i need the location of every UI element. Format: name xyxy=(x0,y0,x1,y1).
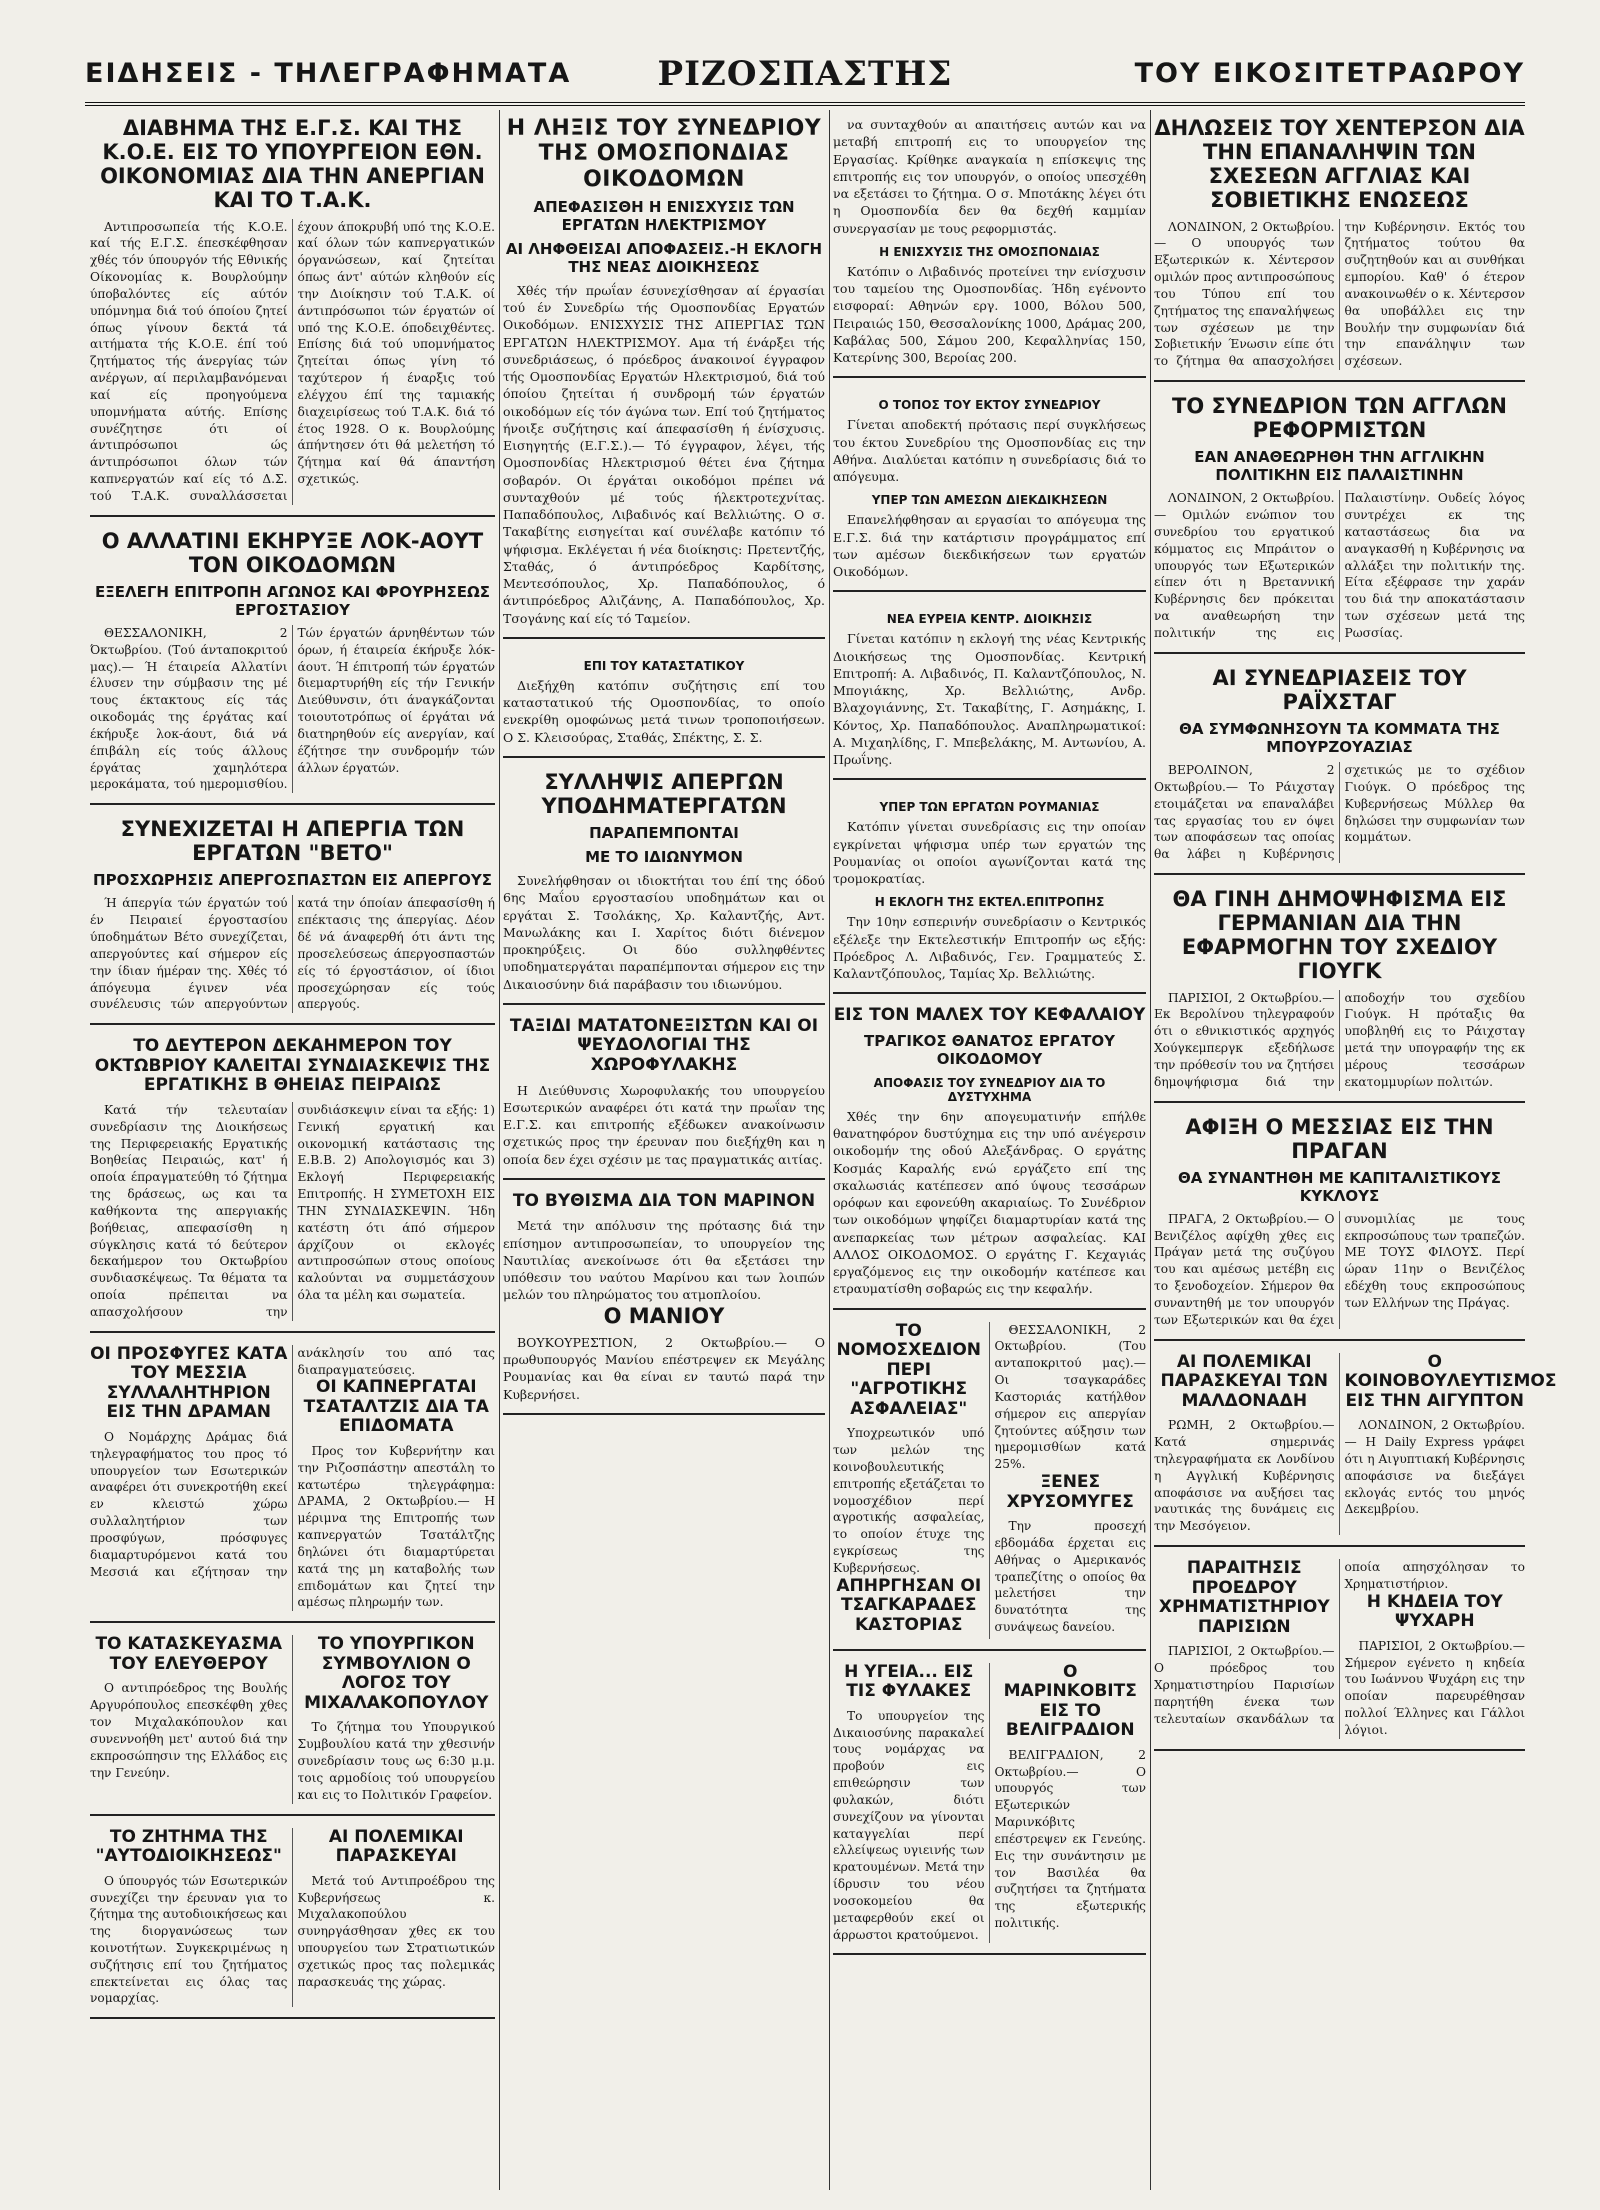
article-body: ΡΩΜΗ, 2 Οκτωβρίου.— Κατά σημερινάς τηλεγραφήματα εκ Λονδίνου η Αγγλική Κυβέρνησις αποφάσισε να αυξήσει τας ναυτικάς της δυνάμεις εις την Μεσόγειον. xyxy=(1154,1418,1335,1534)
headline: ΔΙΑΒΗΜΑ ΤΗΣ Ε.Γ.Σ. ΚΑΙ ΤΗΣ Κ.Ο.Ε. ΕΙΣ ΤΟ ΥΠΟΥΡΓΕΙΟΝ ΕΘΝ. ΟΙΚΟΝΟΜΙΑΣ ΔΙΑ ΤΗΝ ΑΝΕΡΓΙΑΝ ΚΑΙ ΤΟ Τ.Α.Κ. xyxy=(100,116,485,213)
subheadline: ΑΙ ΛΗΦΘΕΙΣΑΙ ΑΠΟΦΑΣΕΙΣ.-Η ΕΚΛΟΓΗ ΤΗΣ ΝΕΑΣ ΔΙΟΙΚΗΣΕΩΣ xyxy=(505,239,823,276)
article-body: ΠΑΡΙΣΙΟΙ, 2 Οκτωβρίου.— Σήμερον εγένετο η κηδεία του Ιωάννου Ψυχάρη εις την οποίαν παρευρέθησαν πολλοί Έλληνες και Γάλλοι λόγιοι. xyxy=(1344,1638,1525,1737)
headline: Η ΥΓΕΙΑ... ΕΙΣ ΤΙΣ ΦΥΛΑΚΕΣ xyxy=(844,1661,974,1702)
subheadline: ΠΡΟΣΧΩΡΗΣΙΣ ΑΠΕΡΓΟΣΠΑΣΤΩΝ ΕΙΣ ΑΠΕΡΓΟΥΣ xyxy=(93,871,492,890)
article-body: ΒΟΥΚΟΥΡΕΣΤΙΟΝ, 2 Οκτωβρίου.— Ο πρωθυπουργός Μανίου επέστρεψεν εκ Μεγάλης Ρουμανίας και θα είναι εν ταυτώ παρά την Κυβερνήσει. xyxy=(503,1334,825,1402)
article-ministry-visit xyxy=(90,110,495,517)
headline: ΕΙΣ ΤΟΝ ΜΑΛΕΧ ΤΟΥ ΚΕΦΑΛΑΙΟΥ xyxy=(833,1005,1146,1026)
article-body: Ο ύπουργός τών Εσωτερικών συνεχίζει την έρευναν για το ζήτημα της αυτοδιοικήσεως και της διοργανώσεως των κοινοτήτων. Συγκεκριμένως η συζήτησις επί του ζητήματος επεκτείνεται εις όλας τας νομαρχίας. xyxy=(90,1873,288,2006)
article-body: ΛΟΝΔΙΝΟΝ, 2 Οκτωβρίου.— Ο υπουργός των Εξωτερικών κ. Χέντερσον ομιλών προς αντιπροσώπους του Τύπου επί του ζητήματος της επαναλήψεως των σχέσεων με την Σοβιετικήν Ένωσιν είπε ότι το ζήτημα θα απασχολήσει την Κυβέρνησιν. Εκτός του ζητήματος τούτου θα συζητηθούν και αι συνθήκαι εμπορίου. Καθ' ό έτερον ανακοινωθέν ο κ. Χέντερσον θα υποβάλλει εις την Βουλήν την συμφωνίαν διά την επανάληψιν των σχέσεων. xyxy=(1154,219,1525,369)
headline: ΤΟ ΚΑΤΑΣΚΕΥΑΣΜΑ ΤΟΥ ΕΛΕΥΘΕΡΟΥ xyxy=(95,1634,283,1674)
article-veto-strike xyxy=(90,811,495,1025)
headline: ΑΦΙΞΗ Ο ΜΕΣΣΙΑΣ ΕΙΣ ΤΗΝ ΠΡΑΓΑΝ xyxy=(1185,1114,1494,1163)
article-body: Κατόπιν ο Λιβαδινός προτείνει την ενίσχυσιν του ταμείου της Ομοσπονδίας. Ήδη εγένοντο εισφοραί: Αθηνών εργ. 1000, Βόλου 500, Πειραιώς 150, Θεσσαλονίκης 1000, Δράμας 200, Καβάλας 500, Σάμου 200, Κεφαλληνίας 150, Κατερίνης 300, Βεροίας 200. xyxy=(833,263,1146,365)
article-body: Διεξήχθη κατόπιν συζήτησις επί του καταστατικού τής Ομοσπονδίας, το οποίο ενεκρίθη ομοφώνως μετά τινων τροποποιήσεων. Ο Σ. Κλεισούρας, Σταθάς, Σπέκτης, Σ. Σ. xyxy=(503,677,825,745)
article-body: Επανελήφθησαν αι εργασίαι το απόγευμα της Ε.Γ.Σ. διά την κατάρτισιν προγράμματος επί των αμέσων διεκδικήσεων των εργατών Οικοδόμων. xyxy=(833,512,1146,579)
subheadline: ΑΠΕΦΑΣΙΣΘΗ Η ΕΝΙΣΧΥΣΙΣ ΤΩΝ ΕΡΓΑΤΩΝ ΗΛΕΚΤΡΙΣΜΟΥ xyxy=(533,197,795,234)
article-body: Υποχρεωτικόν υπό των μελών της κοινοβουλευτικής επιτροπής εξετάζεται το νομοσχέδιον περί αγροτικής ασφαλείας, το οποίον έτυχε της εγκρίσεως της Κυβερνήσεως. xyxy=(833,1426,985,1575)
section-heading: ΥΠΕΡ ΤΩΝ ΕΡΓΑΤΩΝ ΡΟΥΜΑΝΙΑΣ xyxy=(879,800,1100,815)
article-body: Γίνεται κατόπιν η εκλογή της νέας Κεντρικής Διοικήσεως της Ομοσπονδίας. Κεντρική Επιτροπή: Α. Λιβαδινός, Π. Καλαντζόπουλος, Ν. Μπογιάκης, Χρ. Βελλιώτης, Ανδρ. Βλαχογιάννης, Στ. Τακαβίτης, Γ. Ασημάκης, Ι. Κόντος, Χρ. Παπαδόπουλος. Αναπληρωματικοί: Α. Μιχαηλίδης, Γ. Μπεβελάκης, Μ. Αντωνίου, Α. Πρωΐνης. xyxy=(833,631,1146,767)
headline: Ο ΚΟΙΝΟΒΟΥΛΕΥΤΙΣΜΟΣ ΕΙΣ ΤΗΝ ΑΙΓΥΠΤΟΝ xyxy=(1344,1351,1557,1411)
article-body: Κατόπιν γίνεται συνεδρίασις εις την οποίαν εγκρίνεται ψήφισμα υπέρ των εργατών της Ρουμανίας οι οποίοι αγωνίζονται κατά της τρομοκρατίας. xyxy=(833,819,1146,886)
article-body: Το υπουργείον της Δικαιοσύνης παρακαλεί τους νομάρχας να προβούν εις επιθεώρησιν των φυλακών, διότι συνεχίζουν να γίνονται καταγγελίαι περί ελλείψεως υγιεινής των κρατουμένων. Μετά την ίδρυσιν του νέου νοσοκομείου θα μεταφερθούν εκεί οι άρρωστοι κρατούμενοι. xyxy=(833,1708,985,1942)
headline: ΔΗΛΩΣΕΙΣ ΤΟΥ ΧΕΝΤΕΡΣΟΝ ΔΙΑ ΤΗΝ ΕΠΑΝΑΛΗΨΙΝ ΤΩΝ ΣΧΕΣΕΩΝ ΑΓΓΛΙΑΣ ΚΑΙ ΣΟΒΙΕΤΙΚΗΣ ΕΝΩΣΕΩΣ xyxy=(1154,116,1525,213)
article-piraeus-conference xyxy=(90,1031,495,1332)
article-body: ΠΡΑΓΑ, 2 Οκτωβρίου.— Ο Βενιζέλος αφίχθη χθες εις Πράγαν μετά της συζύγου του και αμέσως μετέβη εις το ξενοδοχείον. Σήμερον θα συναντηθή με τον υπουργόν των Εξωτερικών και θα έχει συνομιλίας με τους εκπροσώπους των τραπεζών. ΜΕ ΤΟΥΣ ΦΙΛΟΥΣ. Περί ώραν 11ην ο Βενιζέλος εδέχθη τους εκπροσώπους των Ελλήνων της Πράγας. xyxy=(1154,1211,1525,1327)
article-body: Μετά την απόλυσιν της πρότασης διά την επίσημον αντιπροσωπείαν, το υπουργείον της Ναυτιλίας ανεκοίνωσε ότι θα εξετάσει την υπόθεσιν του ναύτου Μαρίνου και των λοιπών μελών του πληρώματος του ατμοπλοίου. xyxy=(503,1218,825,1303)
headline: ΠΑΡΑΙΤΗΣΙΣ ΠΡΟΕΔΡΟΥ ΧΡΗΜΑΤΙΣΤΗΡΙΟΥ ΠΑΡΙΣΙΩΝ xyxy=(1158,1558,1330,1637)
article-body: ΘΕΣΣΑΛΟΝΙΚΗ, 2 Όκτωβρίου. (Τού άνταποκριτού μας).— Ή έταιρεία Αλλατίνι έλυσεν την σύμβασιν της μέ τους έκτακτους είς τάς οικοδομάς της έργάτας καί έκήρυξε λοκ-άουτ, διά νά έπιβάλη είς τούς άλλους έργάτας χαμηλότερα μεροκάματα, τού ημερομισθίου. Τών έργατών άρνηθέντων τών όρων, ή έταιρεία έκήρυξε λόκ-άουτ. Ή έπιτροπή τών έργατών διεμαρτυρήθη είς τήν Γενικήν Διεύθυνσιν, ότι άναγκάζονται τοιουτοτρόπως οί έργάται νά διατηρηθούν είς ανεργίαν, καί έζήτησε την συνδρομήν τών άλλων έργατών. xyxy=(90,625,495,792)
article-congress-end xyxy=(503,110,825,639)
article-body: ΒΕΡΟΛΙΝΟΝ, 2 Οκτωβρίου.— Το Ράιχσταγ ετοιμάζεται να επαναλάβει τας εργασίας του εν όψει των αποφάσεων τας οποίας θα λάβει η Κυβέρνησις σχετικώς με το σχέδιον Γιούγκ. Ο πρόεδρος της Κυβερνήσεως Μύλλερ θα δηλώσει την συμφωνίαν των κομμάτων. xyxy=(1154,763,1525,862)
article-gendarmerie xyxy=(503,1011,825,1180)
headline: ΘΑ ΓΙΝΗ ΔΗΜΟΨΗΦΙΣΜΑ ΕΙΣ ΓΕΡΜΑΝΙΑΝ ΔΙΑ ΤΗΝ ΕΦΑΡΜΟΓΗΝ ΤΟΥ ΣΧΕΔΙΟΥ ΓΙΟΥΓΚ xyxy=(1172,887,1507,984)
column-divider xyxy=(829,110,830,2190)
headline: Η ΚΗΔΕΙΑ ΤΟΥ ΨΥΧΑΡΗ xyxy=(1366,1591,1503,1632)
article-new-administration xyxy=(833,598,1146,780)
subheadline: ΘΑ ΣΥΝΑΝΤΗΘΗ ΜΕ ΚΑΠΙΤΑΛΙΣΤΙΚΟΥΣ ΚΥΚΛΟΥΣ xyxy=(1177,1168,1502,1205)
article-body: Το ζήτημα του Υπουργικού Συμβουλίου κατά την χθεσινήν συνεδρίασιν τους ως 6:30 μ.μ. τοις αρμοδίοις τού υπουργείου και εις το Πολιτικόν Γραφείον. xyxy=(297,1720,495,1802)
headline: ΤΟ ΒΥΘΙΣΜΑ ΔΙΑ ΤΟΝ ΜΑΡΙΝΟΝ xyxy=(512,1190,816,1211)
article-body: Γίνεται αποδεκτή πρότασις περί συγκλήσεως του έκτου Συνεδρίου της Ομοσπονδίας εις την Αθήνα. Διαλύεται κατόπιν η συνεδρίασις διά το απόγευμα. xyxy=(833,417,1146,484)
article-federation-support xyxy=(833,110,1146,378)
headline: ΤΟ ΖΗΤΗΜΑ ΤΗΣ "ΑΥΤΟΔΙΟΙΚΗΣΕΩΣ" xyxy=(95,1826,282,1867)
article-war-preparations xyxy=(1154,1347,1557,1547)
headline: ΞΕΝΕΣ ΧΡΥΣΟΜΥΓΕΣ xyxy=(1006,1472,1134,1512)
subheadline: ΕΞΕΛΕΓΗ ΕΠΙΤΡΟΠΗ ΑΓΩΝΟΣ ΚΑΙ ΦΡΟΥΡΗΣΕΩΣ ΕΡΓΟΣΤΑΣΙΟΥ xyxy=(95,582,490,619)
column-2 xyxy=(503,110,825,2190)
article-cabinet xyxy=(90,1629,495,1815)
headline: ΟΙ ΚΑΠΝΕΡΓΑΤΑΙ ΤΣΑΤΑΛΤΖΙΣ ΔΙΑ ΤΑ ΕΠΙΔΟΜΑΤΑ xyxy=(303,1377,489,1437)
headline: ΣΥΛΛΗΨΙΣ ΑΠΕΡΓΩΝ ΥΠΟΔΗΜΑΤΕΡΓΑΤΩΝ xyxy=(541,769,787,819)
article-shoemaker-arrests xyxy=(503,764,825,1005)
article-prison-health xyxy=(833,1657,1146,1956)
article-british-reformists xyxy=(1154,388,1525,654)
headline: ΟΙ ΠΡΟΣΦΥΓΕΣ ΚΑΤΑ ΤΟΥ ΜΕΣΣΙΑ ΣΥΛΛΑΛΗΤΗΡΙΟΝ ΕΙΣ ΤΗΝ ΔΡΑΜΑΝ xyxy=(90,1343,288,1423)
article-body: Συνελήφθησαν οι ιδιοκτήται του έπί της όδού 6ης Μαΐου εργοστασίου υποδημάτων και οι εργάται Σ. Τσολάκης, Χρ. Καλαντζής, Αντ. Μανωλάκης και Ι. Χαρίτος διότι διένεμον προκηρύξεις. Οι δύο συλληφθέντες υποδηματεργάται παραπέμπονται σήμερον εις την Δικαιοσύνην διά παράβασιν του ιδιωνύμου. xyxy=(503,873,825,992)
article-body: Αντιπροσωπεία τής Κ.Ο.Ε. καί τής Ε.Γ.Σ. έπεσκέφθησαν χθές τόν ύπουργόν τής Εθνικής Οίκονομίας κ. Βουρλούμην ύποβαλόντες είς αύτόν υπόμνημα διά τού όποίου ζητεί όπως γίνουν δεκτά τά αιτήματα τής Κ.Ο.Ε. έπί τού ζητήματος τής άνεργίας τών ανέργων, αί περιλαμβανόμεναι καί είς προηγούμενα υπομνήματα αύτής. Επίσης συνέζητησε ότι οί άντιπρόσωποι ώς άντιπρόσωποι όλων τών καπνεργατών καί είς τό Δ.Σ. τού Τ.Α.Κ. συναλλάσσεται έχουν άποκρυβή υπό της Κ.Ο.Ε. καί όλων τών καπνεργατικών όργανώσεων, καί ζητείται όπως άντ' αύτών κληθούν είς την Διοίκησιν τού Τ.Α.Κ. οί άντιπρόσωποι τών έργατών οί υπό της Κ.Ο.Ε. όποδειχθέντες. Επίσης διά τού υπομνήματος ζητείται όπως γίνη τό ταχύτερον ή έναρξις τού ελέγχου έπί της ταμιακής διαχειρίσεως τού Τ.Α.Κ. διά τό έτος 1928. Ο κ. Βουρλούμης άπήντησεν ότι θά μελετήση τό ζήτημα καί θά άπαντήση σχετικώς. xyxy=(90,219,495,503)
article-body: ΛΟΝΔΙΝΟΝ, 2 Οκτωβρίου.— Ομιλών ενώπιον του συνεδρίου του εργατικού κόμματος εις Μπράιτον ο υπουργός των Εξωτερικών είπεν ότι η Βρεταννική Κυβέρνησις δεν πρόκειται να αναθεωρήση την πολιτικήν της εις Παλαιστίνην. Ουδείς λόγος συντρέχει εκ της καταστάσεως δια να αναγκασθή η Κυβέρνησις να αλλάξει την πολιτικήν της. Είτα εξέφρασε την χαράν του διά την αποκατάστασιν των σχέσεων μετά της Ρωσσίας. xyxy=(1154,491,1525,640)
article-body: Η Διεύθυνσις Χωροφυλακής του υπουργείου Εσωτερικών αναφέρει ότι κατά την πρωΐαν της Ε.Γ.Σ. και επιτροπής εξέδωκεν ανακοίνωσιν σχετικώς προς την έρευναν που διεξήχθη και η οποία δεν έχει σχέσιν με τας πραγματικάς αιτίας. xyxy=(503,1082,825,1167)
column-divider xyxy=(1150,110,1151,2190)
masthead-period-label: ΤΟΥ ΕΙΚΟΣΙΤΕΤΡΑΩΡΟΥ xyxy=(1134,58,1525,89)
article-sixth-congress xyxy=(833,384,1146,592)
article-body: Χθές την 6ην απογευματινήν επήλθε θανατηφόρον δυστύχημα εις την υπό ανέγερσιν οικοδομήν της οδού Αλεξάνδρας. Ο εργάτης Κοσμάς Καραλής ενώ εργάζετο επί της σκαλωσιάς κατέπεσεν από ύψους τεσσάρων ορόφων και εφονεύθη ακαριαίως. Το Συνέδριον των οικοδόμων ψηφίζει διαμαρτυρίαν κατά της ανεπαρκείας των μέτρων ασφαλείας. ΚΑΙ ΑΛΛΟΣ ΟΙΚΟΔΟΜΟΣ. Ο εργάτης Γ. Κεχαγιάς εργαζόμενος εις την οικοδομήν κατέπεσε και ετραυματίσθη σοβαρώς εις την κεφαλήν. xyxy=(833,1108,1146,1297)
article-self-government xyxy=(90,1822,495,2020)
article-body: Προς τον Κυβερνήτην και την Ριζοσπάστην απεστάλη το κατωτέρω τηλεγράφημα: ΔΡΑΜΑ, 2 Οκτωβρίου.— Η μέριμνα της Επιτροπής των καπνεργατών Τσατάλτζης δηλώνει ότι διαμαρτύρεται κατά της μη καταβολής των επιδομάτων και ζητεί την αμέσως πληρωμήν των. xyxy=(297,1443,495,1610)
headline: Η ΛΗΞΙΣ ΤΟΥ ΣΥΝΕΔΡΙΟΥ ΤΗΣ ΟΜΟΣΠΟΝΔΙΑΣ ΟΙΚΟΔΟΜΩΝ xyxy=(506,116,822,192)
headline: ΑΙ ΠΟΛΕΜΙΚΑΙ ΠΑΡΑΣΚΕΥΑΙ ΤΩΝ ΜΑΛΔΟΝΑΔΗ xyxy=(1160,1351,1328,1411)
article-body: ΠΑΡΙΣΙΟΙ, 2 Οκτωβρίου.— Ο πρόεδρος του Χρηματιστηρίου Παρισίων παρητήθη ένεκα των τελευταίων σκανδάλων τα οποία απησχόλησαν το Χρηματιστήριον. xyxy=(1154,1560,1525,1726)
headline: ΤΟ ΝΟΜΟΣΧΕΔΙΟΝ ΠΕΡΙ "ΑΓΡΟΤΙΚΗΣ ΑΣΦΑΛΕΙΑΣ" xyxy=(836,1320,982,1419)
headline: Ο ΜΑΝΙΟΥ xyxy=(603,1303,725,1328)
article-body: Ο αντιπρόεδρος της Βουλής Αργυρόπουλος επεσκέφθη χθες τον Μιχαλακόπουλον και συνεννοήθη μετ' αυτού διά την εκπροσώπησιν της Ελλάδος εις την Γενεύην. xyxy=(90,1681,288,1780)
article-body: Κατά τήν τελευταίαν συνεδρίασιν της Διοικήσεως της Περιφερειακής Εργατικής Βοηθείας Πειραιώς, κατ' ή οποία έπραγματεύθη τό ζήτημα της δράσεως, ως και τα καθήκοντα της απεργιακής βοήθειας, απεφασίσθη η σύγκλησις κατά τό δεύτερον δεκαήμερον του Οκτωβρίου συνδιασκέψεως. Τα θέματα τα οποία πρέπειται να απασχολήσουν την συνδιάσκεψιν είναι τα εξής: 1) Γενική εργατική και οικονομική κατάστασις της Ε.Β.Β. 2) Απολογισμός και 3) Εκλογή Περιφερειακής Επιτροπής. Η ΣΥΜΕΤΟΧΗ ΕΙΣ ΤΗΝ ΣΥΝΔΙΑΣΚΕΨΙΝ. Ήδη κατέστη ότι άπό σήμερον άρχίζουν οι εκλογές αντιπροσώπων στους οποίους καλούνται να συμμετάσχουν όλα τα μέλη και σωματεία. xyxy=(90,1102,495,1319)
subheadline: ΘΑ ΣΥΜΦΩΝΗΣΟΥΝ ΤΑ ΚΟΜΜΑΤΑ ΤΗΣ ΜΠΟΥΡΖΟΥΑΖΙΑΣ xyxy=(1179,720,1500,757)
section-heading: Η ΕΚΛΟΓΗ ΤΗΣ ΕΚΤΕΛ.ΕΠΙΤΡΟΠΗΣ xyxy=(874,895,1105,910)
article-body: Την 10ην εσπερινήν συνεδρίασιν ο Κεντρικός εξέλεξε την Εκτελεστικήν Επιτροπήν ως εξής: Πρόεδρος Λ. Λιβαδινός, Γεν. Γραμματεύς Σ. Καλαντζόπουλος, Ταμίας Χρ. Βελλιώτης. xyxy=(833,914,1146,981)
subheadline: ΤΡΑΓΙΚΟΣ ΘΑΝΑΤΟΣ ΕΡΓΑΤΟΥ ΟΙΚΟΔΟΜΟΥ xyxy=(863,1031,1116,1068)
article-body: Χθές τήν πρωΐαν έσυνεχίσθησαν αί έργασίαι τού έν Συνεδρίω τής Ομοσπονδίας Εργατών Οικοδόμων. ΕΝΙΣΧΥΣΙΣ ΤΗΣ ΑΠΕΡΓΙΑΣ ΤΩΝ ΕΡΓΑΤΩΝ ΗΛΕΚΤΡΙΣΜΟΥ. Αμα τή ένάρξει τής συνεδριάσεως, ό πρόεδρος άνακοινοί έγγραφον τής Ομοσπονδίας Εργατών Ηλεκτρισμού, διά τού όποίου ζητείται ή συνδρομή τών έργατών οικοδόμων είς τόν άγώνα των. Επί τού ζητήματος ήνοιξε συζήτησις καί άπεφασίσθη ή ένίσχυσις. Εισηγητής (Ε.Γ.Σ.).— Τό έγγραφον, λέγει, τής Ομοσπονδίας Ηλεκτρισμού θέτει ένα ζήτημα σοβαρόν. Οι έργάται οικοδόμοι πρέπει νά συνταχθούν μέ τούς ήλεκτροτεχνίτας. Παπαδόπουλος, Λιβαδινός καί Βελλιώτης. Ο σ. Τακαβίτης εισηγείται καί συνέλαβε κατόπιν τό ψήφισμα. Εκλέγεται ή νέα διοίκησις: Πρετεντζής, Σταθάς, ό άντιπρόεδρος Καρδίτσης, Μεντεσόπουλος, Χρ. Παπαδόπουλος, ό άντιπρόεδρος Αλιζάνης, Α. Παπαδόπουλος, Χρ. Τσογάνης καί είς τό Ταμείον. xyxy=(503,282,825,626)
article-referendum xyxy=(1154,881,1525,1103)
section-heading: ΝΕΑ ΕΥΡΕΙΑ ΚΕΝΤΡ. ΔΙΟΙΚΗΣΙΣ xyxy=(886,612,1093,627)
column-divider xyxy=(499,110,500,2190)
headline: Ο ΜΑΡΙΝΚΟΒΙΤΣ ΕΙΣ ΤΟ ΒΕΛΙΓΡΑΔΙΟΝ xyxy=(1003,1661,1137,1741)
headline: ΣΥΝΕΧΙΖΕΤΑΙ Η ΑΠΕΡΓΙΑ ΤΩΝ ΕΡΓΑΤΩΝ "ΒΕΤΟ" xyxy=(120,817,465,866)
article-body: ΠΑΡΙΣΙΟΙ, 2 Οκτωβρίου.— Εκ Βερολίνου τηλεγραφούν ότι ο εθνικιστικός αρχηγός Χούγκεμπεργκ εξεδήλωσε την πρόθεσίν του να ζητήσει δημοψήφισμα διά την αποδοχήν του σχεδίου Γιούγκ. Η πρόταξις θα υποβληθή εις το Ράιχσταγ μετά την υπογραφήν της εκ μέρους τεσσάρων εκατομμυρίων πολιτών. xyxy=(1154,990,1525,1089)
column-4 xyxy=(1154,110,1557,2190)
section-heading: ΥΠΕΡ ΤΩΝ ΑΜΕΣΩΝ ΔΙΕΚΔΙΚΗΣΕΩΝ xyxy=(871,493,1108,508)
headline: ΤΟ ΥΠΟΥΡΓΙΚΟΝ ΣΥΜΒΟΥΛΙΟΝ Ο ΛΟΓΟΣ ΤΟΥ ΜΙΧΑΛΑΚΟΠΟΥΛΟΥ xyxy=(304,1634,489,1713)
article-body: Την προσεχή εβδομάδα έρχεται εις Αθήνας ο Αμερικανός τραπεζίτης ο οποίος θα μελετήσει την δυνατότητα της συνάψεως δανείου. xyxy=(994,1519,1146,1635)
subheadline: ΠΑΡΑΠΕΜΠΟΝΤΑΙ xyxy=(589,824,739,843)
section-heading: Η ΕΝΙΣΧΥΣΙΣ ΤΗΣ ΟΜΟΣΠΟΝΔΙΑΣ xyxy=(879,244,1100,259)
newspaper-title: ΡΙΖΟΣΠΑΣΤΗΣ xyxy=(657,54,953,94)
article-drama-rally xyxy=(90,1339,495,1624)
article-body: να συνταχθούν αι απαιτήσεις αυτών και να μεταβή επιτροπή εις το υπουργείον της Εργασίας. Κρίθηκε αναγκαία η επίσκεψις της επιτροπής εις τον υπουργόν, ο οποίος υπεσχέθη να εξετάσει το ζήτημα. Ο σ. Μποτάκης λέγει ότι η Ομοσπονδία δεν θα δεχθή καμμίαν συνεργασίαν με τους ρεφορμιστάς. xyxy=(833,117,1146,236)
article-body: ΘΕΣΣΑΛΟΝΙΚΗ, 2 Οκτωβρίου. (Του ανταποκριτού μας).— Οι τσαγκαράδες Καστοριάς κατήλθον σήμερον εις απεργίαν ζητούντες αύξησιν των ημερομισθίων κατά 25%. xyxy=(994,1322,1146,1472)
headline: ΤΟ ΣΥΝΕΔΡΙΟΝ ΤΩΝ ΑΓΓΛΩΝ ΡΕΦΟΡΜΙΣΤΩΝ xyxy=(1172,394,1507,443)
article-rural-security xyxy=(833,1316,1146,1651)
article-statute xyxy=(503,645,825,758)
section-heading: ΕΠΙ ΤΟΥ ΚΑΤΑΣΤΑΤΙΚΟΥ xyxy=(583,658,745,673)
headline: ΑΙ ΣΥΝΕΔΡΙΑΣΕΙΣ ΤΟΥ ΡΑΪΧΣΤΑΓ xyxy=(1212,665,1467,714)
subheadline: ΑΠΟΦΑΣΙΣ ΤΟΥ ΣΥΝΕΔΡΙΟΥ ΔΙΑ ΤΟ ΔΥΣΤΥΧΗΜΑ xyxy=(873,1075,1106,1104)
article-body: Ο Νομάρχης Δράμας διά τηλεγραφήματος του προς τό υπουργείον των Εσωτερικών αναφέρει ότι συνεκροτήθη εκεί εν κλειστώ χώρω συλλαλητήριον των προσφύγων, πρόσφυγες διαμαρτυρόμενοι κατά του Μεσσιά και εζήτησαν την ανάκλησίν του από τας διαπραγματεύσεις. xyxy=(90,1345,495,1579)
article-allatini-lockout xyxy=(90,523,495,806)
section-heading: Ο ΤΟΠΟΣ ΤΟΥ ΕΚΤΟΥ ΣΥΝΕΔΡΙΟΥ xyxy=(878,398,1101,413)
article-body: Ή άπεργία τών έργατών τού έν Πειραιεί έργοστασίου ύποδημάτων Βέτο συνεχίζεται, απεργούντες καί σήμερον είς την ίδιαν ήμέραν της. Χθές τό άπόγευμα έγινεν νέα συνέλευσις τών απεργούντων κατά την όποίαν άπεφασίσθη ή επέκτασις της άπεργίας. Δέον δέ νά άναφερθή ότι άντι της προσελεύσεως άπεργοσπαστών είς τό έργοστάσιον, οί ίδιοι προσεχώρησαν είς τούς απεργούς. xyxy=(90,896,495,1012)
headline: ΑΠΗΡΓΗΣΑΝ ΟΙ ΤΣΑΓΚΑΡΑΔΕΣ ΚΑΣΤΟΡΙΑΣ xyxy=(836,1575,982,1635)
article-paris-bourse xyxy=(1154,1553,1525,1751)
column-1 xyxy=(90,110,495,2190)
article-henderson xyxy=(1154,110,1525,382)
headline: ΑΙ ΠΟΛΕΜΙΚΑΙ ΠΑΡΑΣΚΕΥΑΙ xyxy=(328,1826,464,1867)
article-marinos xyxy=(503,1186,825,1415)
article-body: ΒΕΛΙΓΡΑΔΙΟΝ, 2 Οκτωβρίου.— Ο υπουργός των Εξωτερικών Μαρινκόβιτς επέστρεψεν εκ Γενεύης. Εις την συνάντησιν με τον Βασιλέα θα συζητήσει τα ζητήματα της εξωτερικής πολιτικής. xyxy=(994,1747,1146,1931)
column-3 xyxy=(833,110,1146,2190)
article-body: Μετά τού Αντιπροέδρου της Κυβερνήσεως κ. Μιχαλακοπούλου συνηργάσθησαν χθες εκ του υπουργείου των Στρατιωτικών σχετικώς προς τας πολεμικάς παρασκευάς της χώρας. xyxy=(297,1873,495,1989)
article-messias-prague xyxy=(1154,1109,1525,1341)
masthead-section-label: ΕΙΔΗΣΕΙΣ - ΤΗΛΕΓΡΑΦΗΜΑΤΑ xyxy=(85,58,572,89)
headline: ΤΟ ΔΕΥΤΕΡΟΝ ΔΕΚΑΗΜΕΡΟΝ ΤΟΥ ΟΚΤΩΒΡΙΟΥ ΚΑΛΕΙΤΑΙ ΣΥΝΔΙΑΣΚΕΨΙΣ ΤΗΣ ΕΡΓΑΤΙΚΗΣ Β ΘΗΕΙΑΣ ΠΕΙΡΑΙΩΣ xyxy=(94,1036,491,1096)
headline: Ο ΑΛΛΑΤΙΝΙ ΕΚΗΡΥΞΕ ΛΟΚ-ΑΟΥΤ ΤΟΝ ΟΙΚΟΔΟΜΩΝ xyxy=(101,528,484,577)
headline: ΤΑΞΙΔΙ ΜΑΤΑΤΟΝΕΞΙΣΤΩΝ ΚΑΙ ΟΙ ΨΕΥΔΟΛΟΓΙΑΙ ΤΗΣ ΧΩΡΟΦΥΛΑΚΗΣ xyxy=(509,1015,819,1076)
masthead xyxy=(85,54,1525,106)
article-reichstag xyxy=(1154,660,1525,875)
article-worker-death xyxy=(833,1000,1146,1309)
subheadline: ΜΕ ΤΟ ΙΔΙΩΝΥΜΟΝ xyxy=(585,848,743,867)
article-body: ΛΟΝΔΙΝΟΝ, 2 Οκτωβρίου.— Η Daily Express γράφει ότι η Αιγυπτιακή Κυβέρνησις αποφάσισε να διεξάγει εκλογάς εντός του μηνός Δεκεμβρίου. xyxy=(1344,1418,1525,1517)
subheadline: ΕΑΝ ΑΝΑΘΕΩΡΗΘΗ ΤΗΝ ΑΓΓΛΙΚΗΝ ΠΟΛΙΤΙΚΗΝ ΕΙΣ ΠΑΛΑΙΣΤΙΝΗΝ xyxy=(1194,448,1485,485)
article-romania-workers xyxy=(833,786,1146,994)
